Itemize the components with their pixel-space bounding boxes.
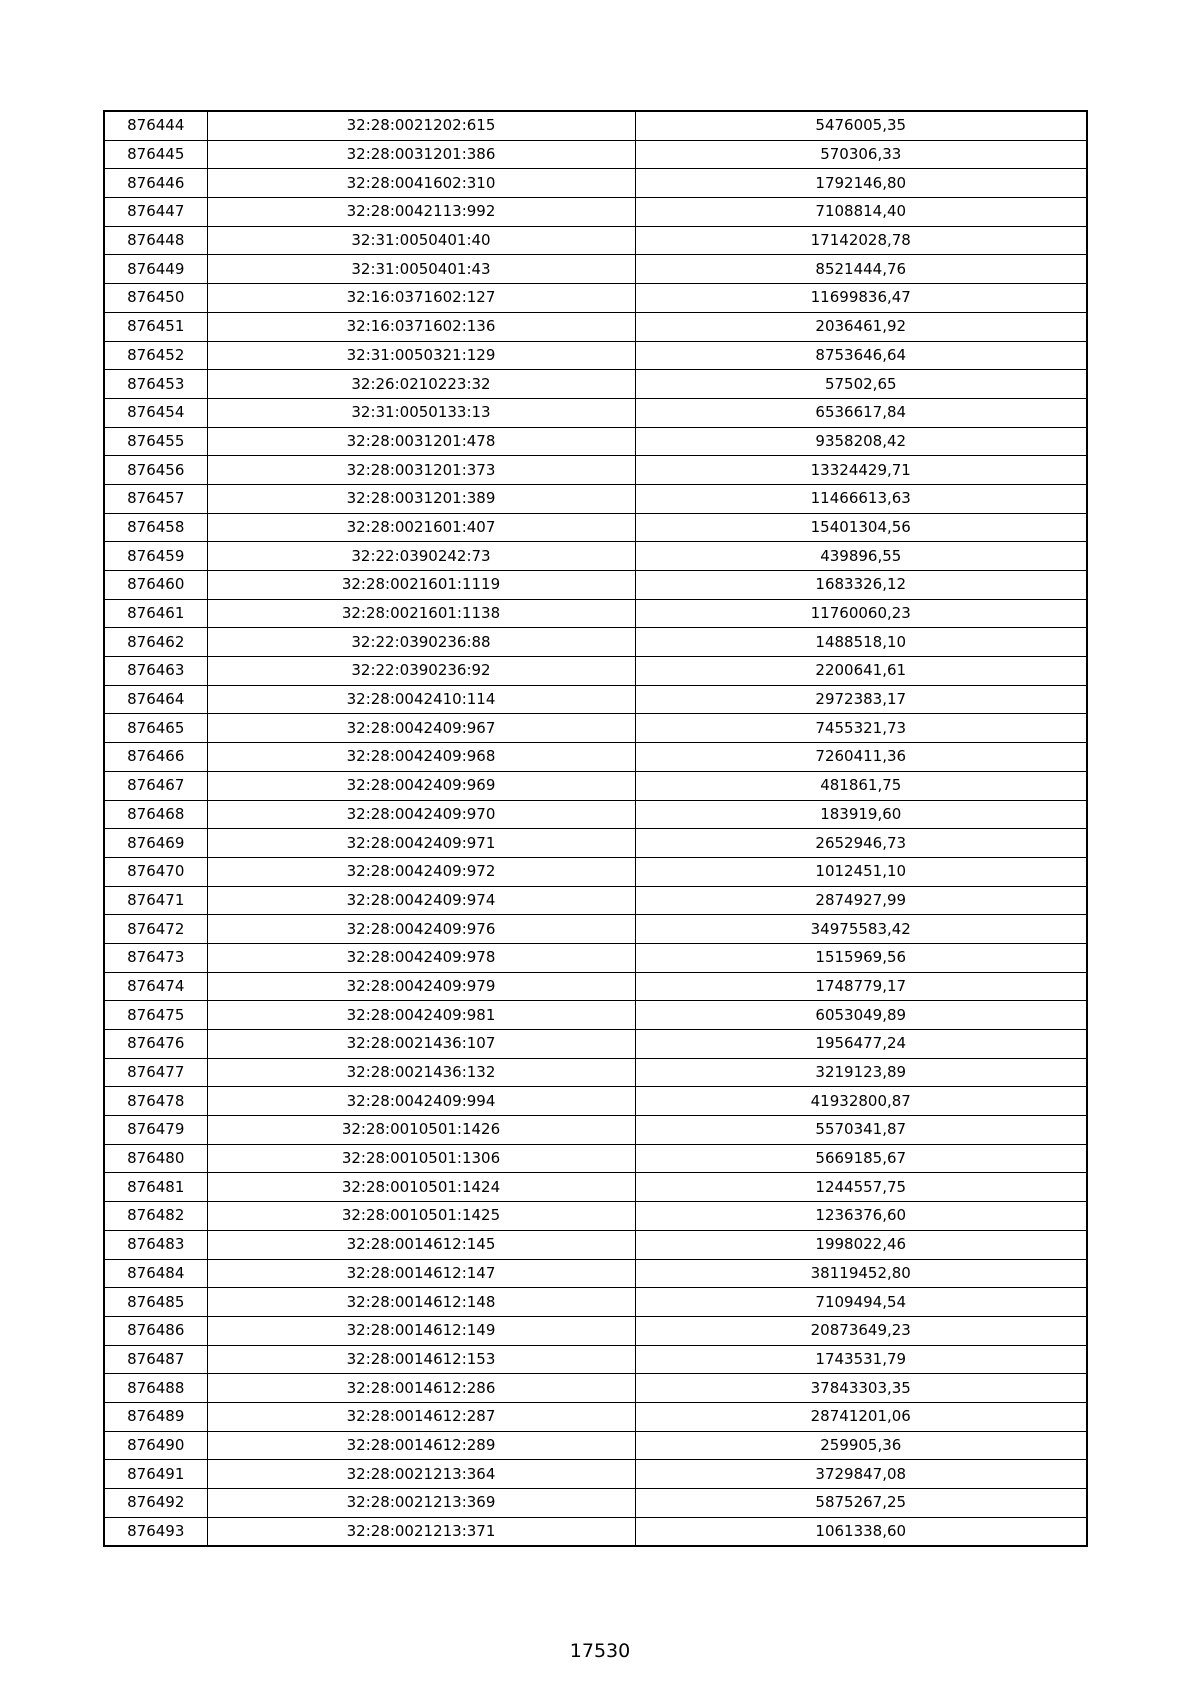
cadastral-number-cell: 32:28:0014612:287	[207, 1402, 635, 1431]
cadastral-number-cell: 32:28:0021601:1119	[207, 571, 635, 600]
row-number-cell: 876445	[104, 140, 207, 169]
row-number-cell: 876492	[104, 1489, 207, 1518]
cadastral-number-cell: 32:22:0390236:92	[207, 657, 635, 686]
table-row	[104, 599, 1087, 628]
cadastral-number-cell: 32:28:0042409:979	[207, 972, 635, 1001]
row-number-cell: 876473	[104, 943, 207, 972]
row-number-cell: 876457	[104, 484, 207, 513]
row-number-cell: 876449	[104, 255, 207, 284]
cadastral-number-cell: 32:28:0014612:289	[207, 1431, 635, 1460]
cadastral-number-cell: 32:28:0042113:992	[207, 198, 635, 227]
table-body	[104, 111, 1087, 1546]
cadastral-value-cell: 1515969,56	[635, 943, 1087, 972]
cadastral-number-cell: 32:28:0014612:286	[207, 1374, 635, 1403]
row-number-cell: 876471	[104, 886, 207, 915]
cadastral-number-cell: 32:28:0010501:1426	[207, 1116, 635, 1145]
row-number-cell: 876455	[104, 427, 207, 456]
row-number-cell: 876460	[104, 571, 207, 600]
cadastral-number-cell: 32:22:0390236:88	[207, 628, 635, 657]
cadastral-number-cell: 32:16:0371602:127	[207, 284, 635, 313]
cadastral-value-cell: 1956477,24	[635, 1030, 1087, 1059]
table-row	[104, 513, 1087, 542]
table-row	[104, 111, 1087, 140]
table-row	[104, 226, 1087, 255]
cadastral-number-cell: 32:28:0042409:967	[207, 714, 635, 743]
row-number-cell: 876479	[104, 1116, 207, 1145]
row-number-cell: 876487	[104, 1345, 207, 1374]
cadastral-number-cell: 32:28:0021436:132	[207, 1058, 635, 1087]
table-row	[104, 1230, 1087, 1259]
cadastral-number-cell: 32:28:0042409:981	[207, 1001, 635, 1030]
cadastral-number-cell: 32:28:0042409:969	[207, 771, 635, 800]
cadastral-number-cell: 32:22:0390242:73	[207, 542, 635, 571]
row-number-cell: 876484	[104, 1259, 207, 1288]
table-row	[104, 1001, 1087, 1030]
row-number-cell: 876459	[104, 542, 207, 571]
page-number: 17530	[569, 1640, 631, 1662]
cadastral-number-cell: 32:16:0371602:136	[207, 312, 635, 341]
cadastral-number-cell: 32:28:0042409:978	[207, 943, 635, 972]
table-row	[104, 284, 1087, 313]
cadastral-number-cell: 32:28:0031201:478	[207, 427, 635, 456]
cadastral-number-cell: 32:28:0031201:386	[207, 140, 635, 169]
table-row	[104, 198, 1087, 227]
table-row	[104, 255, 1087, 284]
cadastral-number-cell: 32:28:0042409:974	[207, 886, 635, 915]
table-row	[104, 1402, 1087, 1431]
cadastral-value-cell: 3729847,08	[635, 1460, 1087, 1489]
cadastral-value-cell: 11760060,23	[635, 599, 1087, 628]
cadastral-number-cell: 32:28:0010501:1424	[207, 1173, 635, 1202]
row-number-cell: 876447	[104, 198, 207, 227]
cadastral-value-cell: 7455321,73	[635, 714, 1087, 743]
cadastral-value-cell: 37843303,35	[635, 1374, 1087, 1403]
cadastral-value-cell: 1012451,10	[635, 857, 1087, 886]
cadastral-number-cell: 32:31:0050401:40	[207, 226, 635, 255]
row-number-cell: 876466	[104, 743, 207, 772]
table-row	[104, 140, 1087, 169]
cadastral-number-cell: 32:28:0021436:107	[207, 1030, 635, 1059]
cadastral-number-cell: 32:28:0042409:971	[207, 829, 635, 858]
row-number-cell: 876481	[104, 1173, 207, 1202]
table-row	[104, 657, 1087, 686]
table-row	[104, 743, 1087, 772]
cadastral-value-cell: 5570341,87	[635, 1116, 1087, 1145]
cadastral-number-cell: 32:28:0042409:970	[207, 800, 635, 829]
cadastral-value-cell: 5875267,25	[635, 1489, 1087, 1518]
cadastral-number-cell: 32:31:0050133:13	[207, 398, 635, 427]
cadastral-number-cell: 32:28:0021213:371	[207, 1517, 635, 1546]
cadastral-number-cell: 32:28:0010501:1306	[207, 1144, 635, 1173]
cadastral-value-cell: 439896,55	[635, 542, 1087, 571]
cadastral-value-cell: 34975583,42	[635, 915, 1087, 944]
cadastral-value-cell: 1061338,60	[635, 1517, 1087, 1546]
row-number-cell: 876467	[104, 771, 207, 800]
row-number-cell: 876464	[104, 685, 207, 714]
row-number-cell: 876488	[104, 1374, 207, 1403]
table-row	[104, 1144, 1087, 1173]
cadastral-value-cell: 5669185,67	[635, 1144, 1087, 1173]
table-row	[104, 1431, 1087, 1460]
cadastral-value-cell: 7260411,36	[635, 743, 1087, 772]
cadastral-value-cell: 7108814,40	[635, 198, 1087, 227]
cadastral-number-cell: 32:28:0014612:153	[207, 1345, 635, 1374]
cadastral-value-cell: 259905,36	[635, 1431, 1087, 1460]
cadastral-number-cell: 32:28:0014612:145	[207, 1230, 635, 1259]
cadastral-number-cell: 32:28:0014612:148	[207, 1288, 635, 1317]
table-row	[104, 685, 1087, 714]
row-number-cell: 876472	[104, 915, 207, 944]
table-row	[104, 800, 1087, 829]
row-number-cell: 876468	[104, 800, 207, 829]
cadastral-number-cell: 32:28:0021213:369	[207, 1489, 635, 1518]
cadastral-value-cell: 2874927,99	[635, 886, 1087, 915]
table-row	[104, 1460, 1087, 1489]
table-row	[104, 1087, 1087, 1116]
table-row	[104, 1173, 1087, 1202]
cadastral-number-cell: 32:28:0042409:976	[207, 915, 635, 944]
row-number-cell: 876448	[104, 226, 207, 255]
cadastral-value-cell: 2652946,73	[635, 829, 1087, 858]
cadastral-value-cell: 8521444,76	[635, 255, 1087, 284]
table-row	[104, 169, 1087, 198]
cadastral-number-cell: 32:31:0050401:43	[207, 255, 635, 284]
cadastral-value-cell: 570306,33	[635, 140, 1087, 169]
table-row	[104, 1316, 1087, 1345]
table-row	[104, 1116, 1087, 1145]
cadastral-number-cell: 32:26:0210223:32	[207, 370, 635, 399]
cadastral-number-cell: 32:28:0042409:994	[207, 1087, 635, 1116]
cadastral-value-cell: 1236376,60	[635, 1202, 1087, 1231]
cadastral-value-cell: 7109494,54	[635, 1288, 1087, 1317]
table-row	[104, 312, 1087, 341]
cadastral-value-cell: 1748779,17	[635, 972, 1087, 1001]
row-number-cell: 876470	[104, 857, 207, 886]
table-row	[104, 943, 1087, 972]
cadastral-value-cell: 28741201,06	[635, 1402, 1087, 1431]
row-number-cell: 876446	[104, 169, 207, 198]
table-row	[104, 456, 1087, 485]
cadastral-value-cell: 20873649,23	[635, 1316, 1087, 1345]
row-number-cell: 876456	[104, 456, 207, 485]
cadastral-value-cell: 3219123,89	[635, 1058, 1087, 1087]
row-number-cell: 876486	[104, 1316, 207, 1345]
row-number-cell: 876493	[104, 1517, 207, 1546]
table-row	[104, 857, 1087, 886]
cadastral-value-cell: 183919,60	[635, 800, 1087, 829]
cadastral-value-cell: 481861,75	[635, 771, 1087, 800]
cadastral-value-cell: 41932800,87	[635, 1087, 1087, 1116]
row-number-cell: 876474	[104, 972, 207, 1001]
cadastral-value-cell: 13324429,71	[635, 456, 1087, 485]
table-row	[104, 1288, 1087, 1317]
table-row	[104, 1489, 1087, 1518]
row-number-cell: 876489	[104, 1402, 207, 1431]
cadastral-value-cell: 57502,65	[635, 370, 1087, 399]
table-row	[104, 484, 1087, 513]
table-row	[104, 972, 1087, 1001]
row-number-cell: 876463	[104, 657, 207, 686]
cadastral-value-cell: 8753646,64	[635, 341, 1087, 370]
cadastral-value-cell: 11699836,47	[635, 284, 1087, 313]
cadastral-value-table	[103, 110, 1088, 1547]
cadastral-number-cell: 32:28:0042409:968	[207, 743, 635, 772]
cadastral-number-cell: 32:28:0014612:147	[207, 1259, 635, 1288]
row-number-cell: 876462	[104, 628, 207, 657]
table-row	[104, 628, 1087, 657]
row-number-cell: 876453	[104, 370, 207, 399]
cadastral-value-cell: 2200641,61	[635, 657, 1087, 686]
cadastral-value-cell: 9358208,42	[635, 427, 1087, 456]
table-row	[104, 542, 1087, 571]
row-number-cell: 876491	[104, 1460, 207, 1489]
cadastral-number-cell: 32:28:0021601:1138	[207, 599, 635, 628]
table-row	[104, 427, 1087, 456]
cadastral-number-cell: 32:31:0050321:129	[207, 341, 635, 370]
cadastral-number-cell: 32:28:0014612:149	[207, 1316, 635, 1345]
cadastral-number-cell: 32:28:0042410:114	[207, 685, 635, 714]
cadastral-number-cell: 32:28:0021213:364	[207, 1460, 635, 1489]
row-number-cell: 876451	[104, 312, 207, 341]
row-number-cell: 876469	[104, 829, 207, 858]
row-number-cell: 876478	[104, 1087, 207, 1116]
cadastral-number-cell: 32:28:0031201:373	[207, 456, 635, 485]
cadastral-value-cell: 1683326,12	[635, 571, 1087, 600]
cadastral-number-cell: 32:28:0010501:1425	[207, 1202, 635, 1231]
cadastral-value-cell: 17142028,78	[635, 226, 1087, 255]
cadastral-value-cell: 11466613,63	[635, 484, 1087, 513]
cadastral-number-cell: 32:28:0031201:389	[207, 484, 635, 513]
cadastral-value-cell: 6536617,84	[635, 398, 1087, 427]
cadastral-number-cell: 32:28:0042409:972	[207, 857, 635, 886]
table-row	[104, 1517, 1087, 1546]
cadastral-value-cell: 2036461,92	[635, 312, 1087, 341]
cadastral-value-cell: 1792146,80	[635, 169, 1087, 198]
table-row	[104, 1345, 1087, 1374]
table-row	[104, 1030, 1087, 1059]
table-row	[104, 915, 1087, 944]
cadastral-value-cell: 1488518,10	[635, 628, 1087, 657]
cadastral-number-cell: 32:28:0021601:407	[207, 513, 635, 542]
cadastral-value-cell: 5476005,35	[635, 111, 1087, 140]
table-row	[104, 1058, 1087, 1087]
table-row	[104, 1374, 1087, 1403]
row-number-cell: 876482	[104, 1202, 207, 1231]
row-number-cell: 876476	[104, 1030, 207, 1059]
table-row	[104, 714, 1087, 743]
row-number-cell: 876454	[104, 398, 207, 427]
row-number-cell: 876485	[104, 1288, 207, 1317]
cadastral-value-cell: 1998022,46	[635, 1230, 1087, 1259]
cadastral-number-cell: 32:28:0021202:615	[207, 111, 635, 140]
row-number-cell: 876490	[104, 1431, 207, 1460]
table-row	[104, 571, 1087, 600]
table-row	[104, 771, 1087, 800]
cadastral-value-cell: 1743531,79	[635, 1345, 1087, 1374]
table-row	[104, 398, 1087, 427]
row-number-cell: 876450	[104, 284, 207, 313]
table-row	[104, 1202, 1087, 1231]
row-number-cell: 876483	[104, 1230, 207, 1259]
cadastral-value-cell: 1244557,75	[635, 1173, 1087, 1202]
row-number-cell: 876452	[104, 341, 207, 370]
cadastral-value-cell: 38119452,80	[635, 1259, 1087, 1288]
row-number-cell: 876458	[104, 513, 207, 542]
table-row	[104, 370, 1087, 399]
table-row	[104, 341, 1087, 370]
table-row	[104, 886, 1087, 915]
cadastral-value-cell: 6053049,89	[635, 1001, 1087, 1030]
row-number-cell: 876475	[104, 1001, 207, 1030]
cadastral-number-cell: 32:28:0041602:310	[207, 169, 635, 198]
cadastral-value-cell: 15401304,56	[635, 513, 1087, 542]
row-number-cell: 876480	[104, 1144, 207, 1173]
row-number-cell: 876477	[104, 1058, 207, 1087]
table-row	[104, 1259, 1087, 1288]
row-number-cell: 876444	[104, 111, 207, 140]
table-row	[104, 829, 1087, 858]
cadastral-value-cell: 2972383,17	[635, 685, 1087, 714]
row-number-cell: 876465	[104, 714, 207, 743]
row-number-cell: 876461	[104, 599, 207, 628]
